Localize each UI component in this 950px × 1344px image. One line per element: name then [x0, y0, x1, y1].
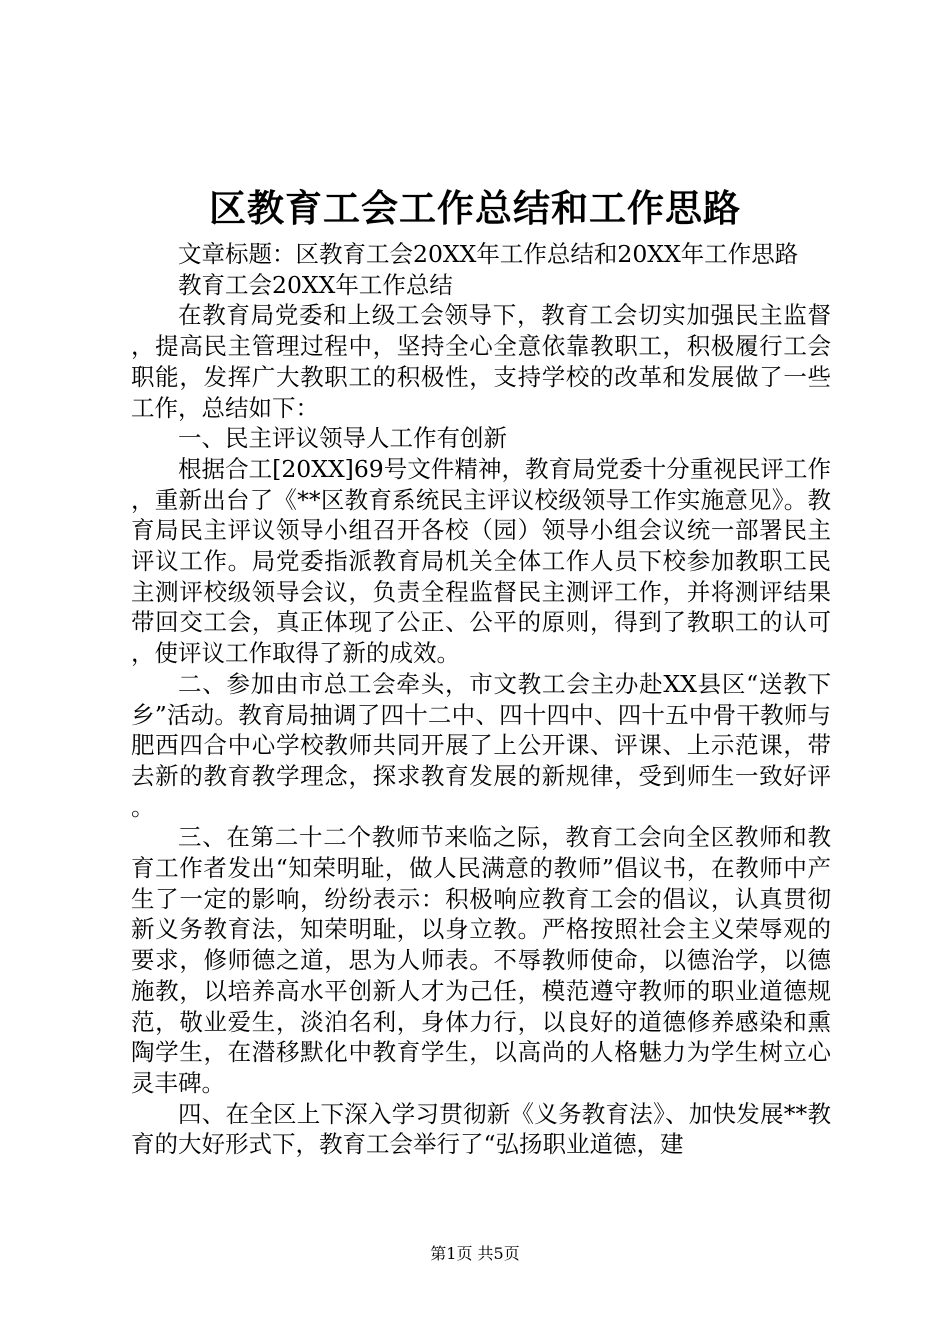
- item-three-paragraph: 三、在第二十二个教师节来临之际，教育工会向全区教师和教育工作者发出“知荣明耻，做人民满意的教师”倡议书，在教师中产生了一定的影响，纷纷表示：积极响应教育工会的倡议，认真贯彻新义务教育法，知荣明耻，以身立教。严格按照社会主义荣辱观的要求，修师德之道，思为人师表。不辱教师使命，以德治学，以德施教，以培养高水平创新人才为己任，模范遵守教师的职业道德规范，敬业爱生，淡泊名利，身体力行，以良好的道德修养感染和熏陶学生，在潜移默化中教育学生，以高尚的人格魅力为学生树立心灵丰碑。: [131, 823, 831, 1097]
- item-four-paragraph: 四、在全区上下深入学习贯彻新《义务教育法》、加快发展**教育的大好形式下，教育工会举行了“弘扬职业道德，建: [131, 1099, 831, 1159]
- article-title-line: 文章标题：区教育工会20XX年工作总结和20XX年工作思路: [178, 240, 799, 268]
- item-one-paragraph: 根据合工[20XX]69号文件精神，教育局党委十分重视民评工作，重新出台了《**区教育系统民主评议校级领导工作实施意见》。教育局民主评议领导小组召开各校（园）领导小组会议统一部署民主评议工作。局党委指派教育局机关全体工作人员下校参加教职工民主测评校级领导会议，负责全程监督民主测评工作，并将测评结果带回交工会，真正体现了公正、公平的原则，得到了教职工的认可，使评议工作取得了新的成效。: [131, 454, 831, 668]
- section-heading: 教育工会20XX年工作总结: [178, 270, 453, 299]
- page-footer: 第1页 共5页: [430, 1244, 520, 1263]
- item-two-paragraph: 二、参加由市总工会牵头，市文教工会主办赴XX县区“送教下乡”活动。教育局抽调了四十二中、四十四中、四十五中骨干教师与肥西四合中心学校教师共同开展了上公开课、评课、上示范课，带去新的教育教学理念，探求教育发展的新规律，受到师生一致好评。: [131, 669, 831, 821]
- document-title: 区教育工会工作总结和工作思路: [209, 186, 741, 230]
- intro-paragraph: 在教育局党委和上级工会领导下，教育工会切实加强民主监督，提高民主管理过程中，坚持全心全意依靠教职工，积极履行工会职能，发挥广大教职工的积极性，支持学校的改革和发展做了一些工作，总结如下：: [131, 301, 831, 422]
- document-body: [131, 239, 831, 1160]
- item-one-heading: 一、民主评议领导人工作有创新: [178, 424, 507, 453]
